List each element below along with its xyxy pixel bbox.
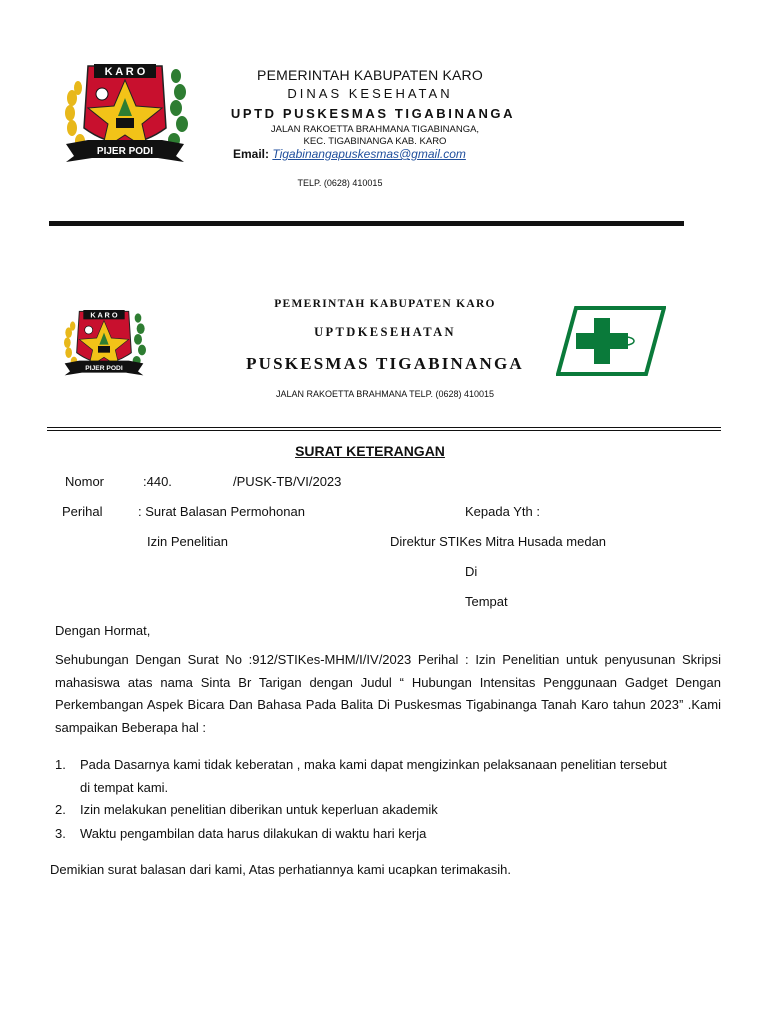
recipient-di: Di <box>465 564 478 579</box>
kop2-line1: PEMERINTAH KABUPATEN KARO <box>274 298 496 310</box>
body-paragraph: Sehubungan Dengan Surat No :912/STIKes-MHM/I/IV/2023 Perihal : Izin Penelitian untuk penyusunan Skripsi mahasiswa atas nama Sinta Br Tarigan dengan Judul “ Hubungan Intensitas Penggunaan Gadget Dengan Perkembangan Aspek Bicara Dan Bahasa Pada Balita Di Puskesmas Tigabinanga Tanah Karo tahun 2023” .Kami sampaikan Beberapa hal : <box>55 652 721 735</box>
nomor-value: :440. <box>143 474 172 489</box>
logo-puskesmas <box>556 306 666 376</box>
logo-motto: PIJER PODI <box>85 365 123 372</box>
kop1-line3: UPTD PUSKESMAS TIGABINANGA <box>230 106 516 121</box>
logo-top-text: K A R O <box>90 310 118 320</box>
list-text: Waktu pengambilan data harus dilakukan di waktu hari kerja <box>80 826 427 841</box>
email-link[interactable]: Tigabinangapuskesmas@gmail.com <box>272 147 466 161</box>
kop1-address1: JALAN RAKOETTA BRAHMANA TIGABINANGA, <box>270 124 480 135</box>
greeting: Dengan Hormat, <box>55 623 151 638</box>
kop2-address: JALAN RAKOETTA BRAHMANA TELP. (0628) 410015 <box>275 389 495 399</box>
kop2-divider <box>47 427 721 431</box>
recipient-tempat: Tempat <box>465 594 508 609</box>
perihal-value: : Surat Balasan Permohonan <box>138 504 305 519</box>
kop1-telp: TELP. (0628) 410015 <box>297 178 383 188</box>
kop2-line2: UPTDKESEHATAN <box>314 325 456 339</box>
perihal-value-2: Izin Penelitian <box>147 534 228 549</box>
logo-motto: PIJER PODI <box>96 146 154 157</box>
closing: Demikian surat balasan dari kami, Atas perhatiannya kami ucapkan terimakasih. <box>50 862 512 877</box>
kop1-line2: DINAS KESEHATAN <box>287 86 453 101</box>
nomor-suffix: /PUSK-TB/VI/2023 <box>233 474 342 489</box>
logo-top-text: K A R O <box>104 66 146 78</box>
email-label: Email: <box>233 147 270 161</box>
list-number: 1. <box>55 757 66 772</box>
list-number: 2. <box>55 802 66 817</box>
kop1-email-row <box>233 147 533 161</box>
letter-title: SURAT KETERANGAN <box>295 443 445 459</box>
kop1-address2: KEC. TIGABINANGA KAB. KARO <box>303 136 447 147</box>
kepada-label: Kepada Yth : <box>465 504 540 519</box>
kop1-divider <box>49 221 684 226</box>
list-text: Pada Dasarnya kami tidak keberatan , maka kami dapat mengizinkan pelaksanaan penelitian tersebut <box>80 757 667 772</box>
nomor-label: Nomor <box>65 474 105 489</box>
kop2-line3: PUSKESMAS TIGABINANGA <box>246 354 524 373</box>
list-item-continuation: di tempat kami. <box>80 780 169 795</box>
perihal-label: Perihal <box>62 504 103 519</box>
logo-karo-bottom <box>54 306 154 378</box>
list-text: Izin melakukan penelitian diberikan untuk keperluan akademik <box>80 802 438 817</box>
kop1-line1: PEMERINTAH KABUPATEN KARO <box>257 67 483 83</box>
list-number: 3. <box>55 826 66 841</box>
recipient: Direktur STIKes Mitra Husada medan <box>390 534 607 549</box>
